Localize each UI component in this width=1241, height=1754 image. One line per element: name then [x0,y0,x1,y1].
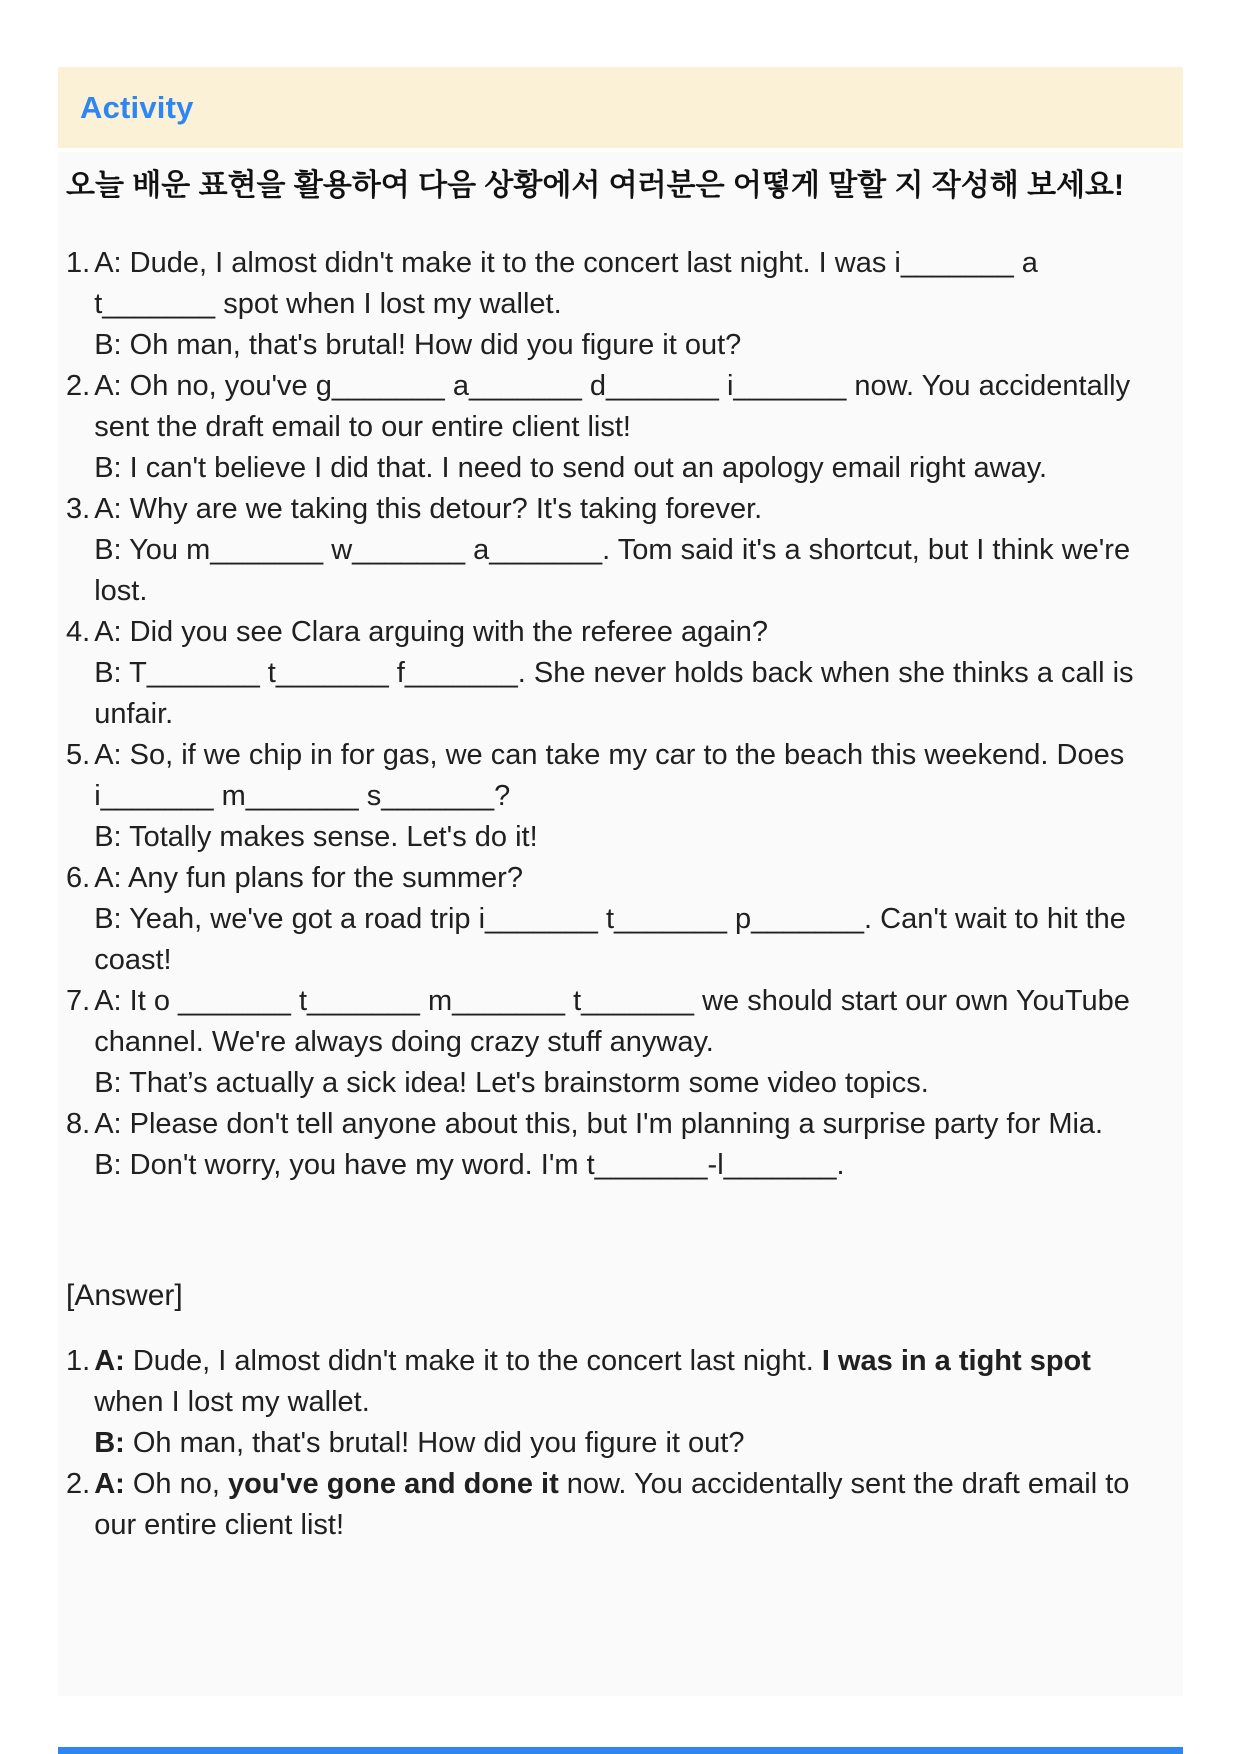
item-number: 5. [66,739,91,771]
activity-banner [58,67,1183,148]
dialog-line: B: Oh man, that's brutal! How did you figure it out? [94,329,742,361]
item-number: 1. [66,247,91,279]
dialog-line: A: Oh no, you've gone and done it now. You accidentally sent the draft email to our entire client list! [94,1468,1130,1541]
dialog-line: B: T_______ t_______ f_______. She never holds back when she thinks a call is unfair. [94,657,1134,730]
item-number: 4. [66,616,91,648]
dialog-line: A: It o _______ t_______ m_______ t_______ we should start our own YouTube channel. We're always doing crazy stuff anyway. [94,985,1130,1058]
item-number: 3. [66,493,91,525]
item-number: 1. [66,1345,91,1377]
dialog-item [66,243,1161,366]
dialog [94,366,1161,489]
answer-list [66,1341,1161,1546]
dialog-line: B: Don't worry, you have my word. I'm t_______-l_______. [94,1149,845,1181]
section-title: Activity [80,89,194,125]
answer-heading: [Answer] [66,1279,183,1312]
dialog-line: A: Please don't tell anyone about this, but I'm planning a surprise party for Mia. [94,1108,1104,1140]
dialog-item [66,489,1161,612]
dialog-item [66,981,1161,1104]
dialog-line: A: Dude, I almost didn't make it to the concert last night. I was i_______ a t_______ spot when I lost my wallet. [94,247,1038,320]
item-number: 7. [66,985,91,1017]
dialog [94,612,1161,735]
dialog-line: A: Any fun plans for the summer? [94,862,523,894]
dialog [94,735,1161,858]
dialog-item [66,735,1161,858]
dialog-line: A: So, if we chip in for gas, we can take my car to the beach this weekend. Does i_______ m_______ s_______? [94,739,1125,812]
dialog [94,981,1161,1104]
dialog-line: A: Dude, I almost didn't make it to the concert last night. I was in a tight spot when I lost my wallet. [94,1345,1091,1418]
dialog-line: A: Why are we taking this detour? It's taking forever. [94,493,763,525]
dialog-item [66,366,1161,489]
dialog [94,243,1161,366]
dialog [94,1341,1161,1464]
dialog-item [66,858,1161,981]
dialog-line: A: Oh no, you've g_______ a_______ d_______ i_______ now. You accidentally sent the draft email to our entire client list! [94,370,1131,443]
dialog-line: B: I can't believe I did that. I need to send out an apology email right away. [94,452,1048,484]
item-number: 2. [66,370,91,402]
item-number: 2. [66,1468,91,1500]
instructions-korean: 오늘 배운 표현을 활용하여 다음 상황에서 여러분은 어떻게 말할 지 작성해 보세요! [66,169,1125,202]
dialog-item [66,612,1161,735]
next-section-bar [58,1747,1183,1754]
worksheet-card [58,152,1183,1696]
item-number: 6. [66,862,91,894]
item-number: 8. [66,1108,91,1140]
dialog-line: B: You m_______ w_______ a_______. Tom said it's a shortcut, but I think we're lost. [94,534,1131,607]
dialog [94,1104,1161,1186]
dialog-item [66,1464,1161,1546]
dialog-line: B: That’s actually a sick idea! Let's brainstorm some video topics. [94,1067,929,1099]
dialog [94,489,1161,612]
question-list [66,243,1161,1186]
dialog-line: A: Did you see Clara arguing with the referee again? [94,616,769,648]
dialog-line: B: Yeah, we've got a road trip i_______ t_______ p_______. Can't wait to hit the coast! [94,903,1126,976]
dialog-item [66,1104,1161,1186]
dialog [94,1464,1161,1546]
dialog [94,858,1161,981]
dialog-line: B: Oh man, that's brutal! How did you figure it out? [94,1427,745,1459]
dialog-line: B: Totally makes sense. Let's do it! [94,821,538,853]
dialog-item [66,1341,1161,1464]
